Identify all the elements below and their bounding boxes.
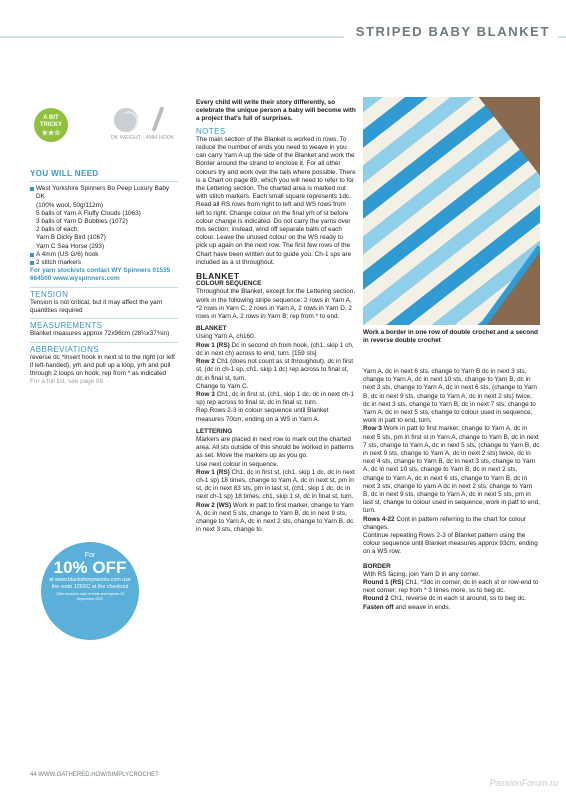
lettering-row-2-text: Work in patt to first marker, change to Yarn A, dc in next 5 sts, change to Yarn B, dc in next 9 sts, change to Yarn A, dc in next 2 sts, change to Yarn B, dc in next 3 sts, change to bbox=[196, 501, 354, 534]
row-2-continued: Yarn A, dc in next 6 sts, change to Yarn B dc in next 3 sts, change to Yarn A, dc in next 10 sts, change to Yarn B, dc in next 3 sts, change to Yarn A, dc in next 6 sts, (change to Yarn B, dc in next 9 sts, change to Yarn A, dc in next 2 sts) twice, dc in next 3 sts, change to Yarn B, dc in next 7 sts, change to Yarn A, dc in next 5 sts, change to colour used in sequence, work in patt to end, turn. bbox=[363, 368, 537, 425]
change-yarn-c: Change to Yarn C. bbox=[196, 382, 249, 390]
right-row-3 bbox=[363, 425, 540, 515]
border-round-2-label: Round 2 bbox=[363, 595, 389, 603]
blanket-heading: BLANKET bbox=[196, 271, 240, 282]
border-round-1-label: Round 1 (RS) bbox=[363, 579, 404, 587]
full-list-note: For a full list, see page 88 bbox=[30, 378, 104, 386]
colour-sequence-text: Throughout the Blanket, except for the Lettering section, work in the following stripe sequence: 2 rows in Yarn A, *2 rows in Yarn C, 2 rows in Yarn A, 2 rows in Yarn D, 2 rows in Yarn A, 2 rows in Yarn B; rep from * to end. bbox=[196, 288, 356, 321]
right-column bbox=[363, 368, 540, 612]
tension-heading: TENSION bbox=[30, 289, 69, 299]
page-footer: 44 WWW.GATHERED.HOW/SIMPLYCROCHET bbox=[30, 772, 159, 778]
blanket-subheading: BLANKET bbox=[196, 325, 227, 333]
skill-stars: ★★☆ bbox=[41, 130, 61, 137]
right-row-3-text: Work in patt to first marker, change to Yarn A, dc in next 5 sts, pm in first st in Yarn A, change to Yarn B, dc in next 7 sts, change to Yarn A, dc in next 5 sts, (change to Yarn B, dc in next 9 sts, change to Yarn A, dc in next 2 sts) twice, dc in next 4 sts, change to Yarn B, dc in next 3 sts, change to Yarn A, dc in next 10 sts, change to Yarn B, dc in next 2 sts, change to Yarn A, dc in next 6 sts, change to Yarn B, dc in next 3 sts, change to yarn A dc in next 2 sts, change to Yarn B, dc in next 9 sts, change to Yarn A, dc in next 5 sts, pm in last st, change to colour used in sequence, work in patt to end, turn. bbox=[363, 425, 540, 515]
blanket-photo bbox=[363, 97, 540, 325]
fasten-off bbox=[363, 604, 540, 612]
yarn-item: West Yorkshire Spinners Bo Peep Luxury Baby DK bbox=[30, 185, 178, 201]
crochet-hook-icon bbox=[152, 106, 165, 132]
border-heading: BORDER bbox=[363, 562, 391, 570]
lettering-heading: LETTERING bbox=[196, 427, 233, 435]
watermark: PassionForum.ru bbox=[489, 778, 558, 788]
row-1-label: Row 1 (RS) bbox=[196, 341, 230, 349]
row-3 bbox=[196, 391, 356, 407]
offer-for: For bbox=[84, 552, 96, 559]
lettering-row-1-text: Ch1, dc in first st, (ch1, skip 1 dc, dc in next ch-1 sp) 18 times, change to Yarn A, dc in next st, pm in st, dc in next 83 sts, pm in last st, (ch1, skip 1 dc, dc in next ch-1 sp) 18 times, ch1, skip 1 st, dc in final st, turn. bbox=[196, 468, 355, 501]
row-3-text: Ch1, dc in first st, (ch1, skip 1 dc, dc in next ch-1 sp) rep across to final st, dc in final st, turn. bbox=[196, 390, 355, 407]
row-2-text: Ch1 (does not count as st throughout), dc in first st, (dc in ch-1 sp, ch1, skip 1 dc) rep across to final st, dc in final st, turn. bbox=[196, 358, 354, 382]
divider bbox=[30, 342, 178, 343]
right-row-3-label: Row 3 bbox=[363, 425, 382, 433]
photo-caption: Work a border in one row of double crochet and a second in reverse double crochet bbox=[363, 329, 538, 345]
border-round-2-text: Ch1, reverse dc in each st around, ss to beg dc. bbox=[388, 595, 527, 603]
border-round-2 bbox=[363, 595, 540, 603]
page-title: STRIPED BABY BLANKET bbox=[344, 24, 558, 39]
row-2 bbox=[196, 358, 356, 383]
divider bbox=[30, 287, 178, 288]
border-round-1-text: Ch1, *3dc in corner, dc in each st or row-end to next corner; rep from * 3 times more, ss to beg dc. bbox=[363, 579, 539, 595]
markers-item: 2 stitch markers bbox=[30, 259, 178, 267]
yarn-a: 5 balls of Yarn A Fluffy Clouds (1063) bbox=[36, 209, 141, 217]
measurements-heading: MEASUREMENTS bbox=[30, 321, 103, 331]
header-bar bbox=[0, 24, 566, 44]
colour-sequence-heading: COLOUR SEQUENCE bbox=[196, 280, 262, 288]
tension-text: Tension is not critical, but it may affect the yarn quantities required bbox=[30, 298, 163, 315]
rows-4-22 bbox=[363, 516, 540, 532]
yarn-weight-label: DK WEIGHT bbox=[110, 135, 141, 141]
blanket-photo-image bbox=[363, 97, 540, 325]
rows-4-22-text: Cont in pattern referring to the chart for colour changes. bbox=[363, 515, 527, 531]
abbreviations-heading: ABBREVIATIONS bbox=[30, 344, 100, 354]
hook-size-label: 4MM HOOK bbox=[145, 135, 175, 141]
yarn-b: Yarn B Dicky Bird (1067) bbox=[36, 234, 106, 242]
repeat-text: Rep Rows 2-3 in colour sequence until Blanket measures 70cm, ending on a WS in Yarn A. bbox=[196, 407, 329, 423]
middle-column bbox=[196, 99, 356, 534]
offer-terms: Offer excludes sale of ends and expires 18 September 2022 bbox=[55, 592, 125, 601]
left-column bbox=[30, 170, 178, 387]
fasten-off-text: and weave in ends. bbox=[393, 603, 451, 611]
row-1 bbox=[196, 342, 356, 358]
border-round-1 bbox=[363, 579, 540, 595]
intro-text: Every child will write their story differently, so celebrate the unique person a baby will become with a project that's full of surprises. bbox=[196, 99, 356, 123]
row-3-label: Row 3 bbox=[196, 390, 215, 398]
skill-level-label: A BIT TRICKY bbox=[39, 115, 63, 128]
divider bbox=[30, 318, 178, 319]
border-intro: With RS facing, join Yarn D in any corner. bbox=[363, 570, 480, 578]
yarn-ball-icon bbox=[114, 108, 138, 132]
abbreviations-text: reverse dc *Insert hook in next st to the right (or left if left-handed), yrh and pull up a loop, yrh and pull through 2 loops on hook; rep from * as indicated bbox=[30, 353, 175, 378]
offer-percent: 10% OFF bbox=[53, 558, 127, 577]
skill-badges bbox=[30, 100, 180, 150]
lettering-row-1 bbox=[196, 469, 356, 502]
yarn-c: Yarn C Sea Horse (293) bbox=[36, 242, 105, 250]
row-1-text: Dc in second ch from hook, (ch1, skip 1 ch, dc in next ch) across to end, turn. [159 sts] bbox=[196, 341, 354, 357]
measurements-text: Blanket measures approx 72x96cm (28¼x37¾in) bbox=[30, 330, 170, 338]
divider bbox=[30, 181, 178, 182]
yarn-composition: (100% wool, 50g/112m) bbox=[36, 201, 104, 209]
each-label: 2 balls of each: bbox=[36, 226, 79, 234]
rows-4-22-label: Rows 4-22 bbox=[363, 515, 395, 523]
hook-item: A 4mm (US G/6) hook bbox=[30, 251, 178, 259]
use-next-colour: Use next colour in sequence. bbox=[196, 460, 279, 468]
lettering-row-1-label: Row 1 (RS) bbox=[196, 468, 230, 476]
continue-text: Continue repeating Rows 2-3 of Blanket pattern using the colour sequence until Blanket measures approx 93cm, ending on a WS row. bbox=[363, 532, 538, 556]
stockists-info: For yarn stockists contact WY Spinners 01535 664500 www.wyspinners.com bbox=[30, 267, 171, 283]
fasten-off-label: Fasten off bbox=[363, 603, 394, 611]
notes-text: The main section of the Blanket is worked in rows. To reduce the number of ends you need to weave in you can carry Yarn A up the side of the Blanket and work the Border around the strand to enclose it. For all other colours try and work over the tails where possible. There is a Chart on page 89, which you will need to refer to for the Lettering section. The charted area is marked out with stitch markers. Each small square represents 1dc. Read all RS rows from right to left and WS rows from left to right. Change colour on the final yrh of st before colour change is indicated. Do not carry the yarns over this section; instead, wind off separate balls of each colour. Leave the unused colour on the WS ready to pick up again on the next row. The first few rows of the Chart have been written out to guide you. Ch-1 sps are included as a st throughout. bbox=[196, 135, 356, 266]
lettering-row-2-label: Row 2 (WS) bbox=[196, 501, 232, 509]
using-text: Using Yarn A, ch160. bbox=[196, 333, 256, 341]
lettering-text: Markers are placed in next row to mark out the charted area. All sts outside of this should be worked in patterns as set. Move the markers up as you go. bbox=[196, 435, 354, 460]
you-will-need-heading: YOU WILL NEED bbox=[30, 169, 99, 178]
yarn-d: 3 balls of Yarn D Bubbles (1072) bbox=[36, 218, 128, 226]
row-2-label: Row 2 bbox=[196, 358, 215, 366]
skill-level-badge bbox=[34, 108, 68, 142]
notes-heading: NOTES bbox=[196, 126, 226, 136]
lettering-row-2 bbox=[196, 502, 356, 535]
discount-offer-badge bbox=[41, 542, 139, 640]
offer-text: at www.blacksheepwools.com use the code 126SC at the checkout bbox=[49, 577, 131, 590]
